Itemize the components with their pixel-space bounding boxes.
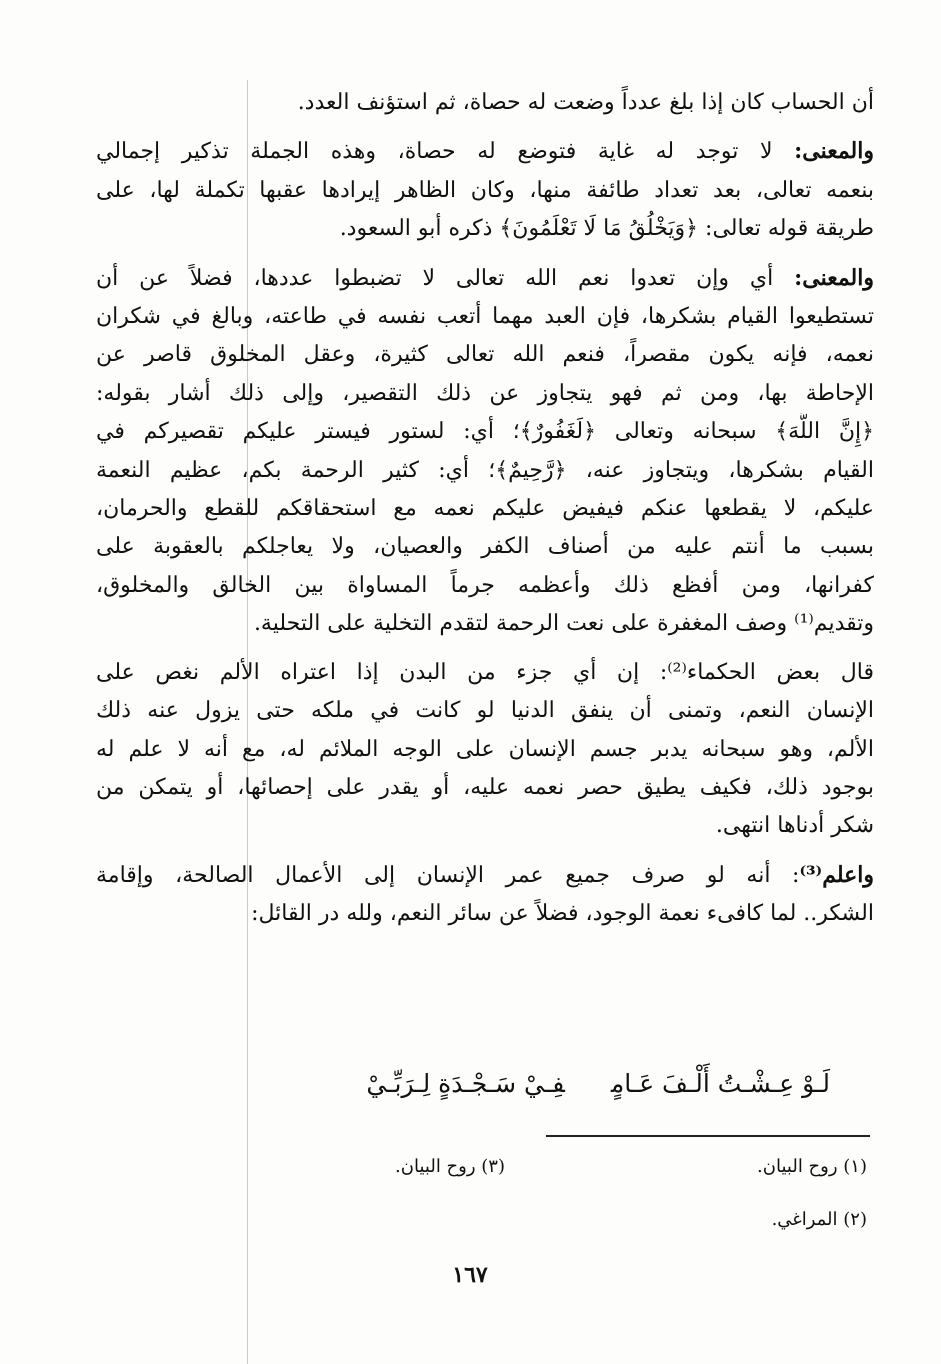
text-line: أن الحساب كان إذا بلغ عدداً وضعت له حصاة، ثم استؤنف العدد.: [297, 90, 874, 115]
main-text: [96, 84, 874, 944]
text-line: الإحاطة بها، ومن ثم فهو يتجاوز عن ذلك التقصير، وإلى ذلك أشار بقوله:: [96, 380, 874, 406]
text-line-content: لا توجد له غاية فتوضع له حصاة، وهذه الجملة تذكير إجمالي: [96, 139, 795, 165]
paragraph-lead: والمعنى:: [794, 138, 874, 165]
page-number: ١٦٧: [452, 1262, 488, 1288]
text-line: نعمه، فإنه يكون مقصراً، فنعم الله تعالى كثيرة، وعقل المخلوق قاصر عن: [96, 342, 874, 368]
text-line-content: أي وإن تعدوا نعم الله تعالى لا تضبطوا عددها، فضلاً عن أن: [96, 265, 795, 291]
paragraph-2: [96, 132, 874, 248]
text-line: عليكم، لا يقطعها عنكم فيفيض عليكم نعمه مع استحقاقكم للقطع والحرمان،: [96, 496, 874, 522]
text-line: الشكر.. لما كافىء نعمة الوجود، فضلاً عن سائر النعم، ولله در القائل:: [251, 901, 874, 927]
footnote-1: (١) روح البيان.: [757, 1156, 867, 1177]
paragraph-1: [96, 84, 874, 122]
text-line: [96, 132, 874, 171]
text-line: القيام بشكرها، ويتجاوز عنه، ﴿رَّحِيمٌ﴾؛ أي: كثير الرحمة بكم، عظيم النعمة: [96, 457, 874, 483]
verse-hemistich-second: فِـيْ سَـجْـدَةٍ لِـرَبِّـيْ: [366, 1069, 565, 1098]
text-line: الإنسان النعم، وتمنى أن ينفق الدنيا لو كانت في ملكه حتى يزول عنه ذلك: [96, 698, 874, 724]
text-line-content: : أنه لو صرف جميع عمر الإنسان إلى الأعمال الصالحة، وإقامة: [96, 862, 800, 888]
text-line: [96, 856, 874, 895]
text-line: قال بعض الحكماء⁽²⁾: إن أي جزء من البدن إذا اعتراه الألم نغص على: [96, 659, 874, 685]
text-line: طريقة قوله تعالى: ﴿وَيَخْلُقُ مَا لَا تَعْلَمُونَ﴾ ذكره أبو السعود.: [339, 216, 874, 242]
footnote-separator: [546, 1135, 870, 1137]
text-line: بسبب ما أنتم عليه من أصناف الكفر والعصيان، ولا يعاجلكم بالعقوبة على: [96, 534, 874, 560]
paragraph-lead: واعلم⁽³⁾: [799, 861, 874, 888]
verse-hemistich-first: لَـوْ عِـشْـتُ أَلْـفَ عَـامٍ: [610, 1069, 830, 1098]
text-line: تستطيعوا القيام بشكرها، فإن العبد مهما أتعب نفسه في طاعته، وبالغ في شكران: [96, 304, 874, 330]
text-line: الألم، وهو سبحانه يدبر جسم الإنسان على الوجه الملائم له، مع أنه لا علم له: [96, 736, 874, 762]
text-line: بوجود ذلك، فكيف يطيق حصر نعمه عليه، أو يقدر على إحصائها، أو يتمكن من: [96, 774, 874, 800]
text-line: كفرانها، ومن أفظع ذلك وأعظمه جرماً المساواة بين الخالق والمخلوق،: [96, 572, 874, 598]
text-line: شكر أدناها انتهى.: [715, 813, 874, 839]
footnote-2: (٢) المراغي.: [771, 1209, 867, 1230]
paragraph-4: [96, 654, 874, 846]
text-line: [96, 259, 874, 298]
text-line: بنعمه تعالى، بعد تعداد طائفة منها، وكان الظاهر إيرادها عقبها تكملة لها، على: [96, 177, 874, 203]
footnote-3: (٣) روح البيان.: [395, 1156, 505, 1177]
paragraph-5: [96, 856, 874, 934]
text-line: ﴿إِنَّ اللَّهَ﴾ سبحانه وتعالى ﴿لَغَفُورٌ﴾؛ أي: لستور فيستر عليكم تقصيركم في: [96, 419, 874, 445]
poetry-verse: [150, 1062, 830, 1106]
paragraph-lead: والمعنى:: [794, 264, 874, 291]
text-line: وتقديم⁽¹⁾ وصف المغفرة على نعت الرحمة لتقدم التخلية على التحلية.: [253, 611, 874, 637]
paragraph-3: [96, 259, 874, 644]
